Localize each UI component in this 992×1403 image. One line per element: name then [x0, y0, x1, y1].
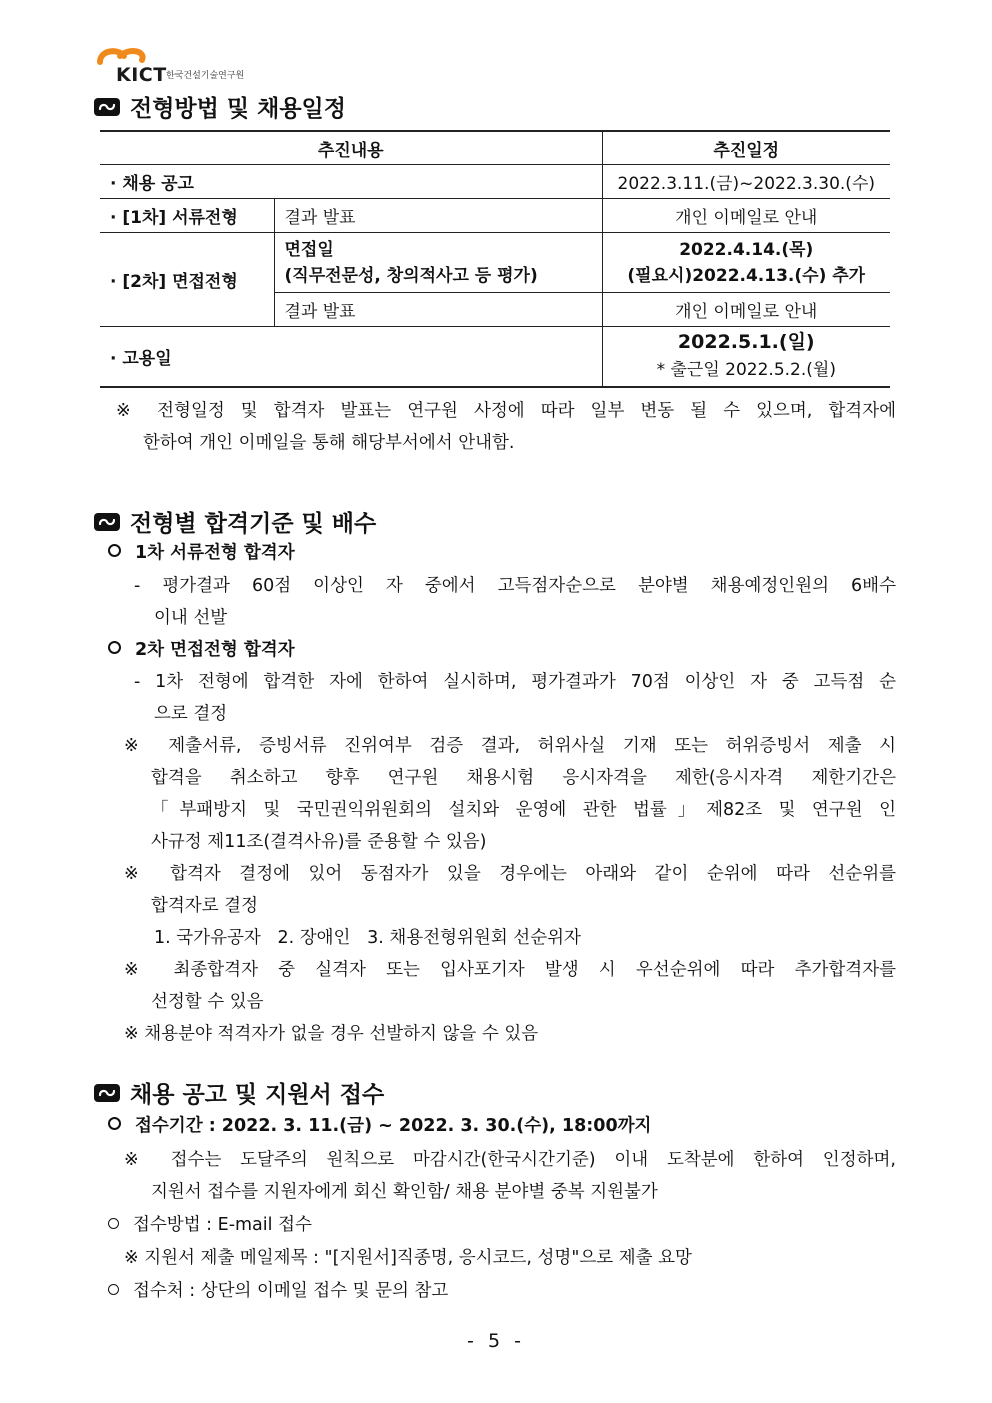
row-subitem — [274, 233, 602, 293]
bullet-circle-icon — [108, 641, 121, 654]
table-header-row — [100, 131, 890, 165]
criteria-line: - 평가결과 60점 이상인 자 중에서 고득점자순으로 분야별 채용예정인원의 6배수 — [134, 576, 896, 596]
criteria-note: 사규정 제11조(결격사유)를 준용할 수 있음) — [151, 832, 487, 852]
interview-criteria: (직무전문성, 창의적사고 등 평가) — [284, 265, 538, 286]
apply-note: ※ 접수는 도달주의 원칙으로 마감시간(한국시간기준) 이내 도착분에 한하여 인정하며, — [124, 1150, 896, 1170]
criteria-note: 선정할 수 있음 — [151, 992, 264, 1012]
row-date: 개인 이메일로 안내 — [602, 199, 890, 233]
link-icon — [94, 513, 120, 531]
criteria-note: 합격자로 결정 — [151, 896, 258, 916]
row-label: · [1차] 서류전형 — [100, 199, 274, 233]
section-title: 전형별 합격기준 및 배수 — [130, 511, 377, 537]
row-date — [602, 327, 890, 387]
note-line: ※ 전형일정 및 합격자 발표는 연구원 사정에 따라 일부 변동 될 수 있으며, 합격자에 — [116, 401, 896, 421]
criteria-note: ※ 채용분야 적격자가 없을 경우 선발하지 않을 수 있음 — [124, 1024, 539, 1044]
schedule-table — [100, 130, 890, 388]
section-title: 전형방법 및 채용일정 — [130, 96, 346, 122]
row-label: · 채용 공고 — [100, 165, 602, 199]
criteria-line: 으로 결정 — [154, 704, 228, 724]
row-date — [602, 233, 890, 293]
header-content: 추진내용 — [100, 131, 602, 165]
criteria-note: ※ 제출서류, 증빙서류 진위여부 검증 결과, 허위사실 기재 또는 허위증빙서 제출 시 — [124, 736, 896, 756]
apply-item: 접수기간 : 2022. 3. 11.(금) ~ 2022. 3. 30.(수), 18:00까지 — [108, 1114, 651, 1138]
criteria-line: - 1차 전형에 합격한 자에 한하여 실시하며, 평가결과가 70점 이상인 자 중 고득점 순 — [134, 672, 896, 692]
criteria-note: 「부패방지 및 국민권익위원회의 설치와 운영에 관한 법률」제82조 및 연구원 인 — [151, 800, 896, 820]
section-title: 채용 공고 및 지원서 접수 — [130, 1082, 385, 1108]
priority-list: 1. 국가유공자 2. 장애인 3. 채용전형위원회 선순위자 — [154, 928, 581, 948]
interview-label: 면접일 — [284, 239, 334, 260]
criteria-item: 2차 면접전형 합격자 — [108, 638, 295, 662]
apply-item: 접수처 : 상단의 이메일 접수 및 문의 참고 — [108, 1279, 448, 1303]
apply-note: ※ 지원서 제출 메일제목 : "[지원서]직종명, 응시코드, 성명"으로 제출 요망 — [124, 1248, 692, 1268]
bullet-circle-icon — [108, 544, 121, 557]
row-subitem: 결과 발표 — [274, 293, 602, 327]
interview-date-alt: (필요시)2022.4.13.(수) 추가 — [627, 265, 866, 286]
bullet-circle-icon — [108, 1117, 121, 1130]
criteria-line: 이내 선발 — [154, 608, 228, 628]
interview-date: 2022.4.14.(목) — [679, 239, 814, 260]
kict-logo — [96, 44, 296, 84]
row-label: · [2차] 면접전형 — [100, 233, 274, 327]
start-date: * 출근일 2022.5.2.(월) — [656, 360, 836, 381]
criteria-note: 합격을 취소하고 향후 연구원 채용시험 응시자격을 제한(응시자격 제한기간은 — [151, 768, 896, 788]
logo-text: KICT — [116, 64, 167, 86]
row-date: 개인 이메일로 안내 — [602, 293, 890, 327]
bullet-circle-icon — [108, 1284, 119, 1295]
section-heading-schedule — [94, 90, 346, 123]
section-heading-criteria — [94, 505, 376, 538]
row-label: · 고용일 — [100, 327, 602, 387]
row-subitem: 결과 발표 — [274, 199, 602, 233]
section-heading-application — [94, 1076, 384, 1109]
apply-item: 접수방법 : E-mail 접수 — [108, 1213, 312, 1237]
criteria-note: ※ 최종합격자 중 실격자 또는 입사포기자 발생 시 우선순위에 따라 추가합격자를 — [124, 960, 896, 980]
table-row — [100, 199, 890, 233]
criteria-item: 1차 서류전형 합격자 — [108, 541, 295, 565]
row-date: 2022.3.11.(금)~2022.3.30.(수) — [602, 165, 890, 199]
link-icon — [94, 1084, 120, 1102]
bullet-circle-icon — [108, 1218, 119, 1229]
employment-date: 2022.5.1.(일) — [677, 331, 815, 354]
table-row — [100, 233, 890, 293]
table-row — [100, 327, 890, 387]
apply-note: 지원서 접수를 지원자에게 회신 확인함/ 채용 분야별 중복 지원불가 — [151, 1182, 658, 1202]
page-number: - 5 - — [467, 1330, 525, 1352]
table-row — [100, 165, 890, 199]
link-icon — [94, 98, 120, 116]
note-line: 한하여 개인 이메일을 통해 해당부서에서 안내함. — [143, 433, 515, 453]
logo-subtitle: 한국건설기술연구원 — [166, 71, 245, 81]
header-schedule: 추진일정 — [602, 131, 890, 165]
criteria-note: ※ 합격자 결정에 있어 동점자가 있을 경우에는 아래와 같이 순위에 따라 선순위를 — [124, 864, 896, 884]
